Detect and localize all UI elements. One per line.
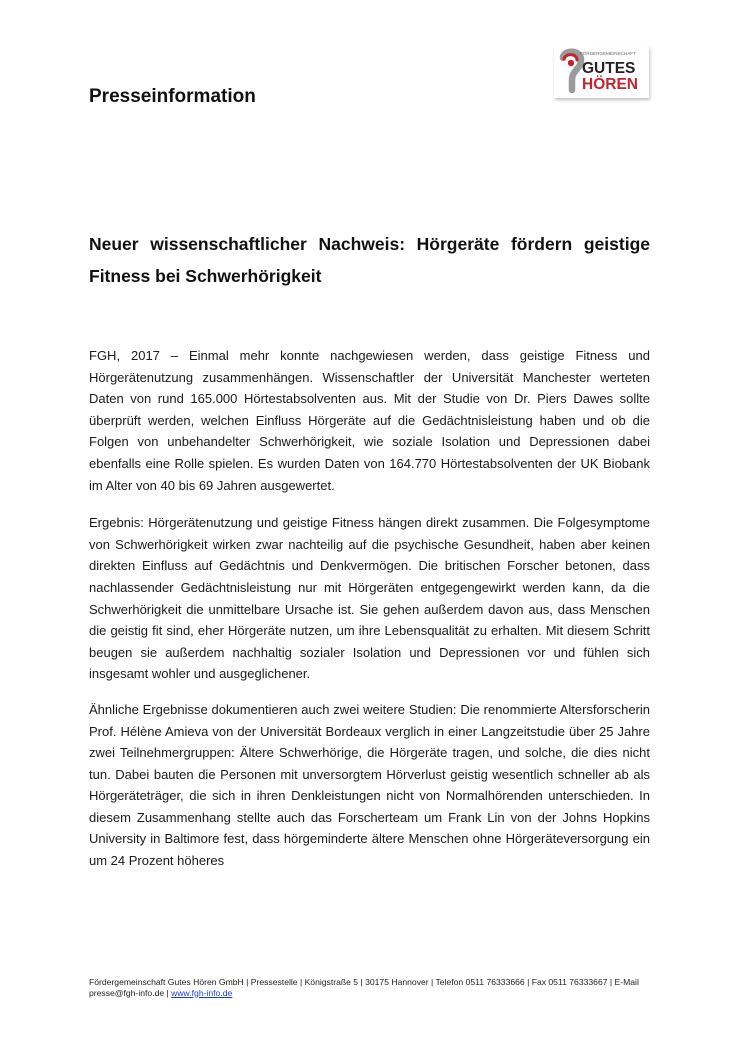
press-headline: Neuer wissenschaftlicher Nachweis: Hörgeräte fördern geistige Fitness bei Schwerhörigkeit: [89, 234, 650, 286]
logo-graphic: [554, 46, 649, 98]
article-paragraph-3: Ähnliche Ergebnisse dokumentieren auch zwei weitere Studien: Die renommierte Altersforscherin Prof. Hélène Amieva von der Universität Bordeaux verglich in einer Langzeitstudie über 25 Jahre zwei Teilnehmergruppen: Ältere Schwerhörige, die Hörgeräte tragen, und solche, die dies nicht tun. Dabei bauten die Personen mit unversorgtem Hörverlust geistig wesentlich schneller ab als Hörgeräteträger, die sich in ihren Denkleistungen nicht von Normalhörenden unterschieden. In diesem Zusammenhang stellte auch das Forscherteam um Frank Lin von der Johns Hopkins University in Baltimore fest, dass hörgeminderte ältere Menschen ohne Hörgeräteversorgung ein um 24 Prozent höheres: [89, 701, 650, 869]
article-body: [89, 345, 650, 888]
logo-small-text: FÖRDERGEMEINSCHAFT: [580, 51, 636, 56]
article-paragraph-2: Ergebnis: Hörgerätenutzung und geistige Fitness hängen direkt zusammen. Die Folgesymptome von Schwerhörigkeit wirken zwar nachteilig auf die psychische Gesundheit, haben aber keinen direkten Einfluss auf Gedächtnis und Denkvermögen. Die britischen Forscher betonen, dass nachlassender Gedächtnisleistung nur mit Hörgeräten entgegengewirkt werden kann, da die Schwerhörigkeit die unmittelbare Ursache ist. Sie gehen außerdem davon aus, dass Menschen die geistig fit sind, eher Hörgeräte nutzen, um ihre Lebensqualität zu erhalten. Mit diesem Schritt beugen sie außerdem nachhaltig sozialer Isolation und Depressionen vor und fühlen sich insgesamt wohler und ausgeglichener.: [89, 515, 650, 682]
footer-website-link[interactable]: www.fgh-info.de: [171, 987, 233, 998]
logo-line-1: GUTES: [582, 60, 636, 77]
footer-contact-text: Fördergemeinschaft Gutes Hören GmbH | Pressestelle | Königstraße 5 | 30175 Hannover | Telefon 0511 76333666 | Fax 0511 76333667 | E-Mail presse@fgh-info.de |: [89, 977, 639, 998]
logo-line-2: HÖREN: [582, 76, 638, 93]
article-paragraph-1: FGH, 2017 – Einmal mehr konnte nachgewiesen werden, dass geistige Fitness und Hörgerätenutzung zusammenhängen. Wissenschaftler der Universität Manchester werteten Daten von rund 165.000 Hörtestabsolventen aus. Mit der Studie von Dr. Piers Dawes sollte überprüft werden, welchen Einfluss Hörgeräte auf die Gedächtnisleistung haben und ob die Folgen von unbehandelter Schwerhörigkeit, wie soziale Isolation und Depressionen dabei ebenfalls eine Rolle spielen. Es wurden Daten von 164.770 Hörtestabsolventen der UK Biobank im Alter von 40 bis 69 Jahren ausgewertet.: [89, 348, 650, 493]
gutes-hoeren-logo: [554, 46, 649, 98]
page-header-label: Presseinformation: [89, 86, 256, 107]
footer-contact: [89, 977, 654, 998]
